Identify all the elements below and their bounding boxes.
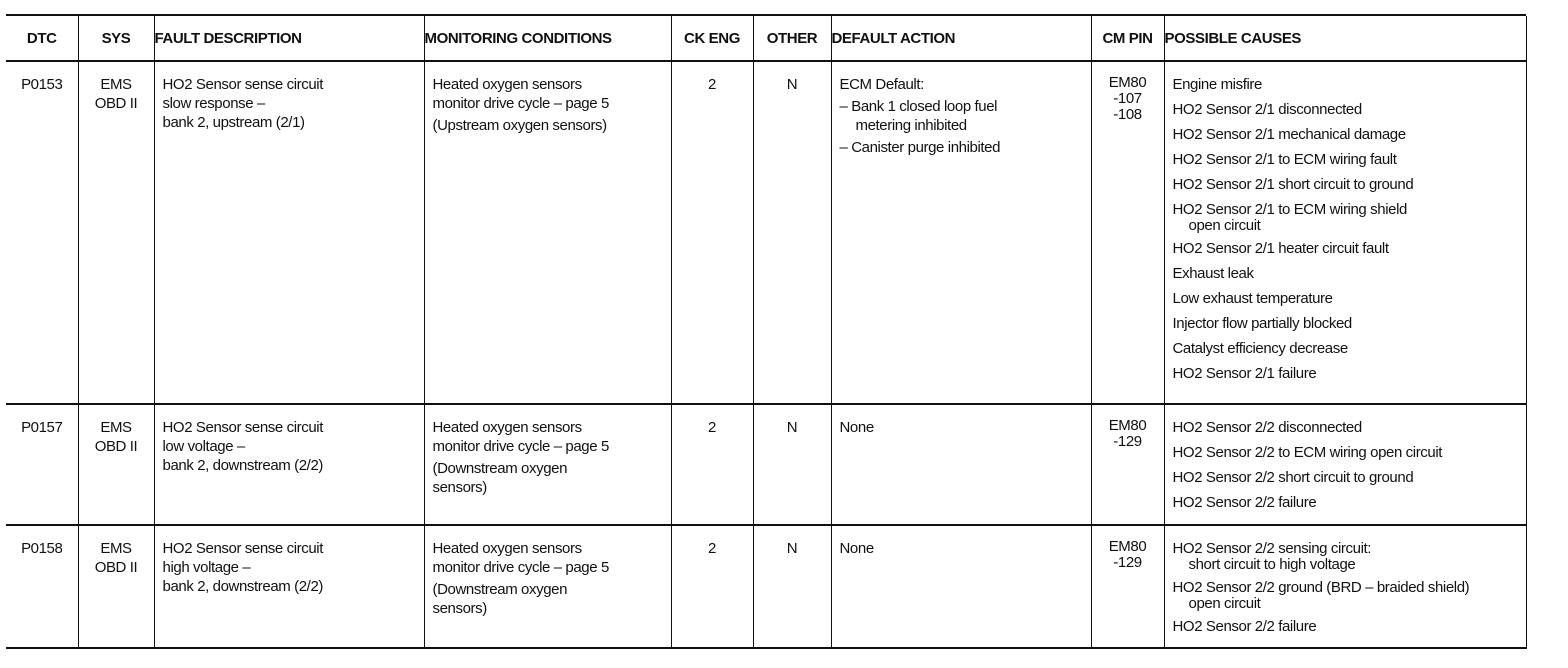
- possible-causes-list: [1173, 418, 1518, 512]
- monitoring-line: (Downstream oxygen: [432, 460, 568, 477]
- col-header-dtc: DTC: [6, 16, 78, 61]
- sys-line: EMS: [100, 419, 132, 436]
- fault-line: HO2 Sensor sense circuit: [162, 419, 323, 436]
- fault-line: slow response –: [162, 95, 265, 112]
- dtc-code: P0153: [21, 76, 63, 93]
- other-value: N: [786, 76, 798, 93]
- cause-item: HO2 Sensor 2/1 to ECM wiring shield open circuit: [1172, 201, 1407, 234]
- dtc-code: P0158: [21, 540, 63, 557]
- cause-item: HO2 Sensor 2/2 failure: [1172, 618, 1317, 635]
- table-row: [6, 404, 1526, 525]
- table-row: [6, 525, 1526, 648]
- cm-pin-line: -108: [1113, 106, 1142, 123]
- sys-line: OBD II: [94, 559, 138, 576]
- cause-item: Injector flow partially blocked: [1172, 315, 1352, 332]
- cause-item: HO2 Sensor 2/1 disconnected: [1172, 101, 1362, 118]
- other-value: N: [786, 540, 798, 557]
- default-action-line: – Bank 1 closed loop fuel: [839, 98, 998, 115]
- cause-item: HO2 Sensor 2/2 failure: [1172, 494, 1317, 511]
- other-value: N: [786, 419, 798, 436]
- default-action-item: [840, 97, 1083, 135]
- monitoring-line: (Downstream oxygen: [432, 581, 568, 598]
- monitoring-line: sensors): [432, 479, 487, 496]
- fault-line: HO2 Sensor sense circuit: [162, 76, 323, 93]
- monitoring-line: Heated oxygen sensors: [432, 540, 582, 557]
- default-action-line: metering inhibited: [855, 117, 967, 134]
- col-header-ck-eng: CK ENG: [671, 16, 753, 61]
- col-header-other: OTHER: [753, 16, 831, 61]
- default-action-title: None: [839, 419, 874, 436]
- default-action-item: [840, 138, 1083, 157]
- default-action-line: – Canister purge inhibited: [839, 139, 1001, 156]
- monitoring-line: Heated oxygen sensors: [432, 419, 582, 436]
- cm-pin-line: -107: [1113, 90, 1142, 107]
- cm-pin-line: EM80: [1108, 74, 1147, 91]
- cause-item: Catalyst efficiency decrease: [1172, 340, 1348, 357]
- possible-causes-list: [1173, 75, 1518, 383]
- sys-line: OBD II: [94, 95, 138, 112]
- cm-pin-line: EM80: [1108, 417, 1147, 434]
- col-header-possible-causes: POSSIBLE CAUSES: [1164, 16, 1526, 61]
- monitoring-line: sensors): [432, 600, 487, 617]
- col-header-fault-description: FAULT DESCRIPTION: [154, 16, 424, 61]
- cause-item: HO2 Sensor 2/1 heater circuit fault: [1172, 240, 1389, 257]
- default-action-list: [840, 97, 1083, 157]
- possible-causes-list: [1173, 539, 1518, 636]
- ck-eng-value: 2: [708, 76, 716, 93]
- cause-item: HO2 Sensor 2/2 to ECM wiring open circuit: [1172, 444, 1443, 461]
- fault-line: HO2 Sensor sense circuit: [162, 540, 323, 557]
- dtc-code: P0157: [21, 419, 63, 436]
- cause-item: HO2 Sensor 2/2 ground (BRD – braided shield) open circuit: [1172, 579, 1470, 612]
- cm-pin-line: -129: [1113, 554, 1142, 571]
- col-header-cm-pin: CM PIN: [1091, 16, 1164, 61]
- monitoring-line: monitor drive cycle – page 5: [432, 95, 609, 112]
- ck-eng-value: 2: [708, 540, 716, 557]
- cause-item: Low exhaust temperature: [1172, 290, 1333, 307]
- fault-line: bank 2, upstream (2/1): [162, 114, 305, 131]
- cause-item: HO2 Sensor 2/2 short circuit to ground: [1172, 469, 1414, 486]
- sys-line: OBD II: [94, 438, 138, 455]
- cm-pin-line: EM80: [1108, 538, 1147, 555]
- cause-item: HO2 Sensor 2/1 short circuit to ground: [1172, 176, 1414, 193]
- fault-line: high voltage –: [162, 559, 251, 576]
- cause-item: Engine misfire: [1172, 76, 1262, 93]
- cause-item: HO2 Sensor 2/1 to ECM wiring fault: [1172, 151, 1397, 168]
- header-row: [6, 16, 1526, 61]
- table-row: [6, 61, 1526, 404]
- cause-item: Exhaust leak: [1172, 265, 1254, 282]
- fault-line: low voltage –: [162, 438, 245, 455]
- sys-line: EMS: [100, 76, 132, 93]
- default-action-title: ECM Default:: [839, 76, 924, 93]
- cause-item: HO2 Sensor 2/2 disconnected: [1172, 419, 1362, 436]
- col-header-default-action: DEFAULT ACTION: [831, 16, 1091, 61]
- col-header-sys: SYS: [78, 16, 154, 61]
- monitoring-line: (Upstream oxygen sensors): [432, 117, 607, 134]
- dtc-table: [6, 16, 1527, 649]
- fault-line: bank 2, downstream (2/2): [162, 457, 323, 474]
- col-header-monitoring-conditions: MONITORING CONDITIONS: [424, 16, 671, 61]
- cause-item: HO2 Sensor 2/2 sensing circuit: short circuit to high voltage: [1172, 540, 1372, 573]
- ck-eng-value: 2: [708, 419, 716, 436]
- cause-item: HO2 Sensor 2/1 mechanical damage: [1172, 126, 1406, 143]
- monitoring-line: monitor drive cycle – page 5: [432, 559, 609, 576]
- monitoring-line: Heated oxygen sensors: [432, 76, 582, 93]
- sys-line: EMS: [100, 540, 132, 557]
- cause-item: HO2 Sensor 2/1 failure: [1172, 365, 1317, 382]
- monitoring-line: monitor drive cycle – page 5: [432, 438, 609, 455]
- fault-line: bank 2, downstream (2/2): [162, 578, 323, 595]
- default-action-title: None: [839, 540, 874, 557]
- cm-pin-line: -129: [1113, 433, 1142, 450]
